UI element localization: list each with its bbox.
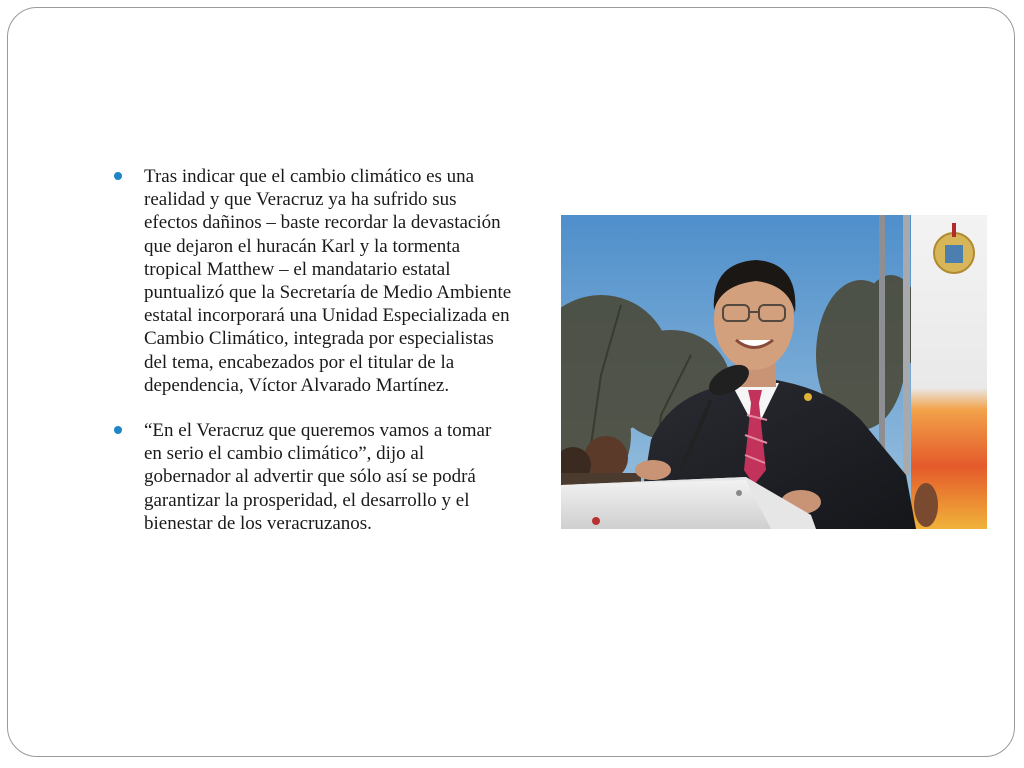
bullet-text-1: Tras indicar que el cambio climático es una realidad y que Veracruz ya ha sufrido sus efectos dañinos – baste recordar la devastación que dejaron el huracán Karl y la tormenta tropical Matthew – el mandatario estatal puntualizó que la Secretaría de Medio Ambiente estatal incorporará una Unidad Especializada en Cambio Climático, integrada por especialistas del tema, encabezados por el titular de la dependencia, Víctor Alvarado Martínez.: [144, 166, 512, 396]
speaker-photo: [561, 215, 987, 529]
bullet-dot-icon: [114, 172, 122, 180]
bullet-text-2: “En el Veracruz que queremos vamos a tomar en serio el cambio climático”, dijo al gobernador al advertir que sólo así se podrá garantizar la prosperidad, el desarrollo y el bienestar de los veracruzanos.: [144, 420, 492, 534]
bullet-item-1: [112, 165, 512, 397]
speaker-photo-illustration: [561, 215, 987, 529]
bullet-list: [112, 165, 512, 557]
bullet-item-2: [112, 419, 512, 535]
bullet-dot-icon: [114, 426, 122, 434]
